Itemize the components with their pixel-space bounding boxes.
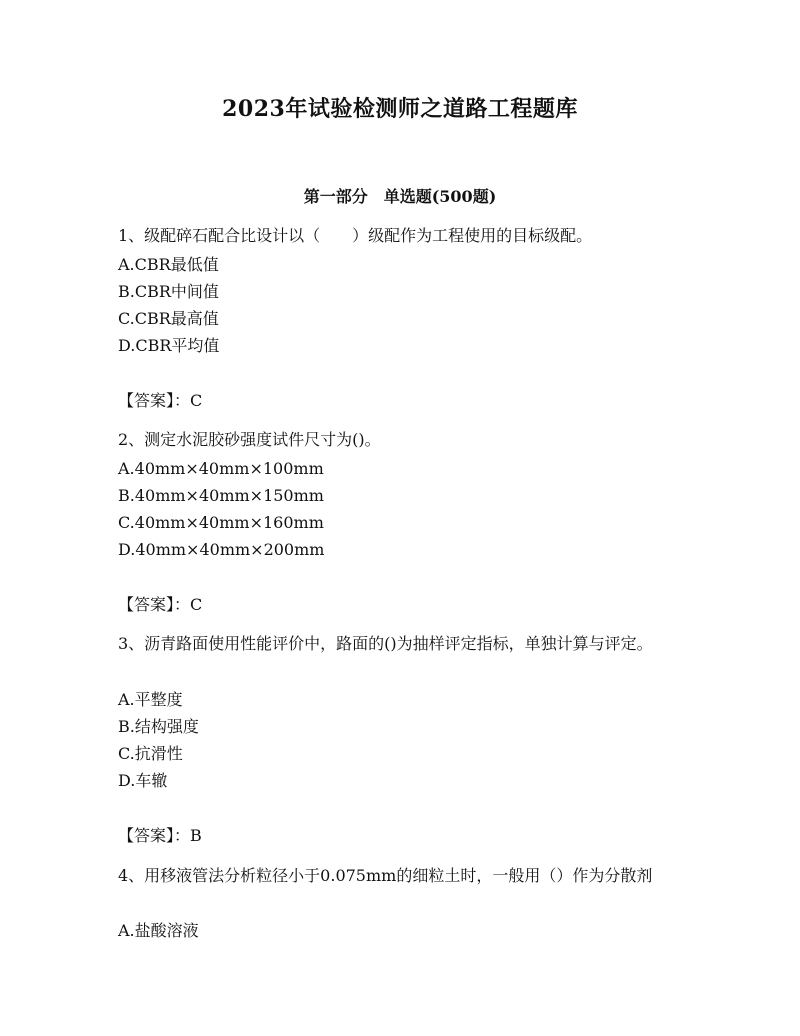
question-3-option-d: D.车辙 bbox=[118, 771, 168, 790]
question-3-option-b: B.结构强度 bbox=[118, 717, 199, 736]
page-title: 2023年试验检测师之道路工程题库 bbox=[222, 96, 578, 122]
question-1-option-a: A.CBR最低值 bbox=[118, 255, 219, 274]
question-3-option-a: A.平整度 bbox=[118, 690, 183, 709]
question-3-stem: 3、沥青路面使用性能评价中，路面的()为抽样评定指标，单独计算与评定。 bbox=[118, 634, 653, 653]
question-2-option-a: A.40mm×40mm×100mm bbox=[118, 459, 324, 478]
question-1-stem: 1、级配碎石配合比设计以（ ）级配作为工程使用的目标级配。 bbox=[118, 226, 593, 245]
question-2-option-d: D.40mm×40mm×200mm bbox=[118, 540, 325, 559]
section-heading: 第一部分 单选题(500题) bbox=[303, 187, 497, 206]
question-1-option-c: C.CBR最高值 bbox=[118, 309, 219, 328]
question-1-option-d: D.CBR平均值 bbox=[118, 336, 220, 355]
question-2-option-b: B.40mm×40mm×150mm bbox=[118, 486, 324, 505]
question-2-stem: 2、测定水泥胶砂强度试件尺寸为()。 bbox=[118, 430, 381, 449]
question-2-option-c: C.40mm×40mm×160mm bbox=[118, 513, 324, 532]
question-4-option-a: A.盐酸溶液 bbox=[118, 921, 199, 940]
question-2-answer: 【答案】：C bbox=[118, 595, 203, 614]
question-3-option-c: C.抗滑性 bbox=[118, 744, 183, 763]
question-3-answer: 【答案】：B bbox=[118, 826, 202, 845]
question-1-option-b: B.CBR中间值 bbox=[118, 282, 219, 301]
question-4-stem: 4、用移液管法分析粒径小于0.075mm的细粒土时，一般用（）作为分散剂 bbox=[118, 866, 653, 885]
question-1-answer: 【答案】：C bbox=[118, 391, 203, 410]
